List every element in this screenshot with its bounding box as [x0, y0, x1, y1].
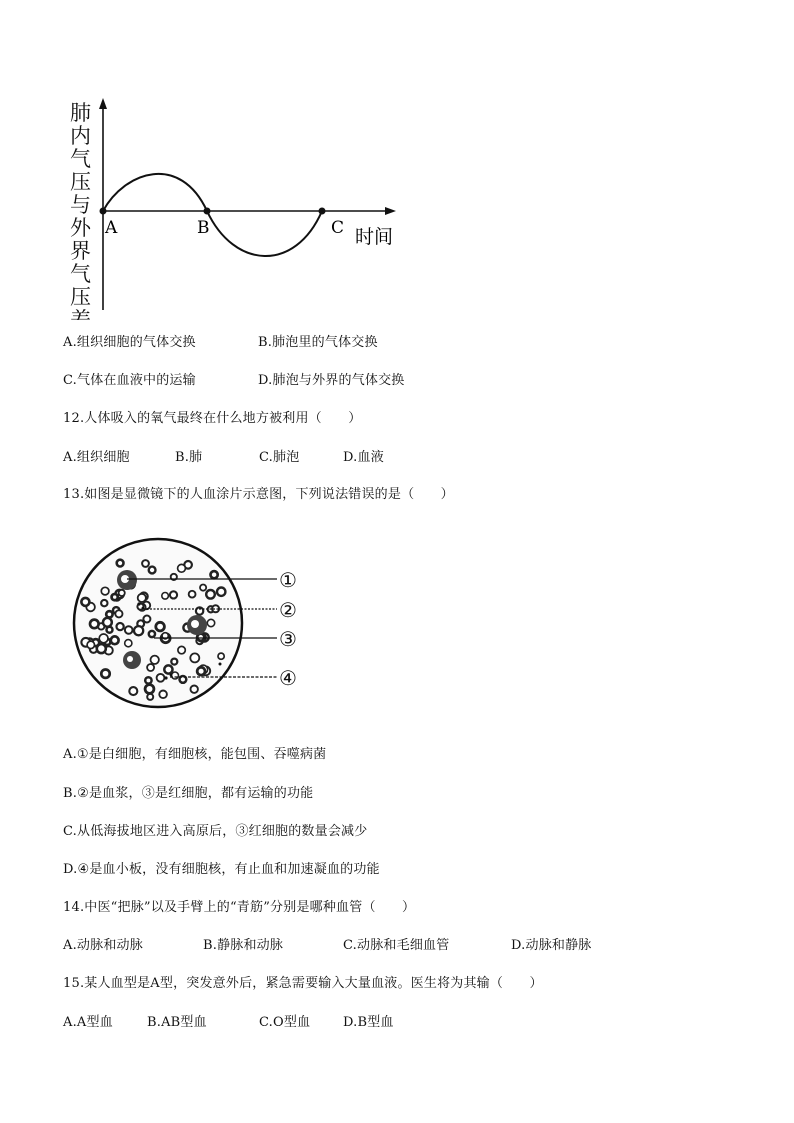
q13-stem: 13.如图是显微镜下的人血涂片示意图，下列说法错误的是（ ）	[63, 487, 454, 502]
red-blood-cell	[157, 674, 165, 682]
ylabel-char: 差	[70, 308, 91, 320]
q14-option-d: D.动脉和静脉	[511, 938, 592, 953]
red-blood-cell	[149, 631, 155, 637]
blood-smear-figure	[70, 532, 315, 717]
red-blood-cell	[190, 653, 199, 662]
red-blood-cell	[149, 567, 156, 574]
label-3: ③	[279, 627, 297, 651]
platelet	[137, 602, 140, 605]
red-blood-cell	[112, 594, 118, 600]
q11-option-d: D.肺泡与外界的气体交换	[258, 373, 405, 388]
ylabel-char: 与	[70, 193, 91, 217]
cell-nucleus-gap	[127, 656, 133, 662]
red-blood-cell	[90, 620, 99, 629]
red-blood-cell	[172, 672, 179, 679]
pressure-curve	[103, 174, 322, 256]
label-1: ①	[279, 568, 297, 592]
red-blood-cell	[147, 694, 153, 700]
red-blood-cell	[164, 665, 172, 673]
red-blood-cell	[170, 591, 177, 598]
red-blood-cell	[207, 619, 214, 626]
q13-option-c: C.从低海拔地区进入高原后，③红细胞的数量会减少	[63, 824, 368, 839]
red-blood-cell	[81, 598, 89, 606]
q12-stem: 12.人体吸入的氧气最终在什么地方被利用（ ）	[63, 411, 362, 426]
ylabel-char: 压	[70, 170, 91, 194]
cell-nucleus-gap	[191, 620, 199, 628]
point-b-dot	[204, 208, 211, 215]
q11-option-b: B.肺泡里的气体交换	[258, 335, 378, 350]
red-blood-cell	[101, 600, 107, 606]
red-blood-cell	[211, 571, 218, 578]
q14-option-b: B.静脉和动脉	[203, 938, 284, 953]
platelet	[164, 676, 167, 679]
q13-option-d: D.④是血小板，没有细胞核，有止血和加速凝血的功能	[63, 862, 380, 877]
red-blood-cell	[162, 593, 169, 600]
point-b-label: B	[197, 218, 210, 238]
red-blood-cell	[218, 653, 224, 659]
q15-stem: 15.某人血型是A型，突发意外后，紧急需要输入大量血液。医生将为其输（ ）	[63, 976, 543, 991]
red-blood-cell	[217, 588, 225, 596]
red-blood-cell	[117, 560, 124, 567]
red-blood-cell	[145, 685, 154, 694]
platelet	[219, 663, 222, 666]
red-blood-cell	[117, 623, 124, 630]
label-2: ②	[279, 598, 297, 622]
red-blood-cell	[178, 646, 185, 653]
red-blood-cell	[147, 664, 154, 671]
red-blood-cell	[206, 590, 215, 599]
red-blood-cell	[106, 611, 112, 617]
red-blood-cell	[129, 687, 137, 695]
red-blood-cell	[103, 618, 112, 627]
label-4: ④	[279, 666, 297, 690]
red-blood-cell	[159, 691, 167, 699]
red-blood-cell	[125, 640, 132, 647]
q15-option-c: C.O型血	[259, 1015, 311, 1030]
red-blood-cell	[119, 590, 125, 596]
pressure-graph	[60, 95, 405, 320]
q11-option-a: A.组织细胞的气体交换	[63, 335, 196, 350]
red-blood-cell	[138, 594, 146, 602]
red-blood-cell	[142, 560, 149, 567]
y-axis-arrow	[99, 98, 107, 109]
blood-smear-svg	[70, 532, 315, 717]
callout-labels	[279, 568, 297, 690]
red-blood-cell	[101, 587, 109, 595]
y-axis-label	[70, 101, 92, 320]
red-blood-cell	[178, 564, 186, 572]
point-c-label: C	[331, 218, 345, 238]
red-blood-cell	[125, 626, 133, 634]
q12-option-c: C.肺泡	[259, 450, 300, 465]
q12-option-d: D.血液	[343, 450, 384, 465]
point-a-label: A	[105, 218, 118, 238]
q11-option-c: C.气体在血液中的运输	[63, 373, 196, 388]
red-blood-cell	[115, 610, 122, 617]
red-blood-cell	[200, 585, 206, 591]
red-blood-cell	[97, 644, 106, 653]
q12-option-a: A.组织细胞	[63, 450, 130, 465]
red-blood-cell	[156, 622, 165, 631]
ylabel-char: 肺	[70, 101, 91, 125]
q14-option-c: C.动脉和毛细血管	[343, 938, 450, 953]
red-blood-cell	[151, 656, 159, 664]
red-blood-cell	[101, 670, 109, 678]
q13-option-a: A.①是白细胞，有细胞核，能包围、吞噬病菌	[63, 747, 327, 762]
q14-option-a: A.动脉和动脉	[63, 938, 143, 953]
ylabel-char: 界	[70, 239, 91, 263]
q15-option-d: D.B型血	[343, 1015, 394, 1030]
q12-option-b: B.肺	[175, 450, 203, 465]
ylabel-char: 外	[70, 216, 91, 240]
q13-option-b: B.②是血浆，③是红细胞，都有运输的功能	[63, 786, 314, 801]
red-blood-cell	[197, 667, 205, 675]
red-blood-cell	[189, 591, 196, 598]
red-blood-cell	[99, 634, 108, 643]
red-blood-cell	[87, 641, 94, 648]
ylabel-char: 压	[70, 285, 91, 309]
ylabel-char: 内	[70, 124, 91, 148]
point-c-dot	[319, 208, 326, 215]
red-blood-cell	[191, 686, 198, 693]
ylabel-char: 气	[70, 262, 91, 286]
red-blood-cell	[145, 677, 151, 683]
red-blood-cell	[111, 636, 119, 644]
x-axis-arrow	[385, 207, 396, 215]
point-a-dot	[100, 208, 107, 215]
q14-stem: 14.中医“把脉”以及手臂上的“青筋”分别是哪种血管（ ）	[63, 900, 416, 915]
q15-option-b: B.AB型血	[147, 1015, 207, 1030]
ylabel-char: 气	[70, 147, 91, 171]
platelet	[170, 674, 173, 677]
red-blood-cell	[171, 659, 177, 665]
q15-option-a: A.A型血	[63, 1015, 113, 1030]
red-blood-cell	[134, 626, 143, 635]
pressure-graph-svg	[60, 95, 405, 320]
x-axis-label: 时间	[355, 226, 394, 248]
